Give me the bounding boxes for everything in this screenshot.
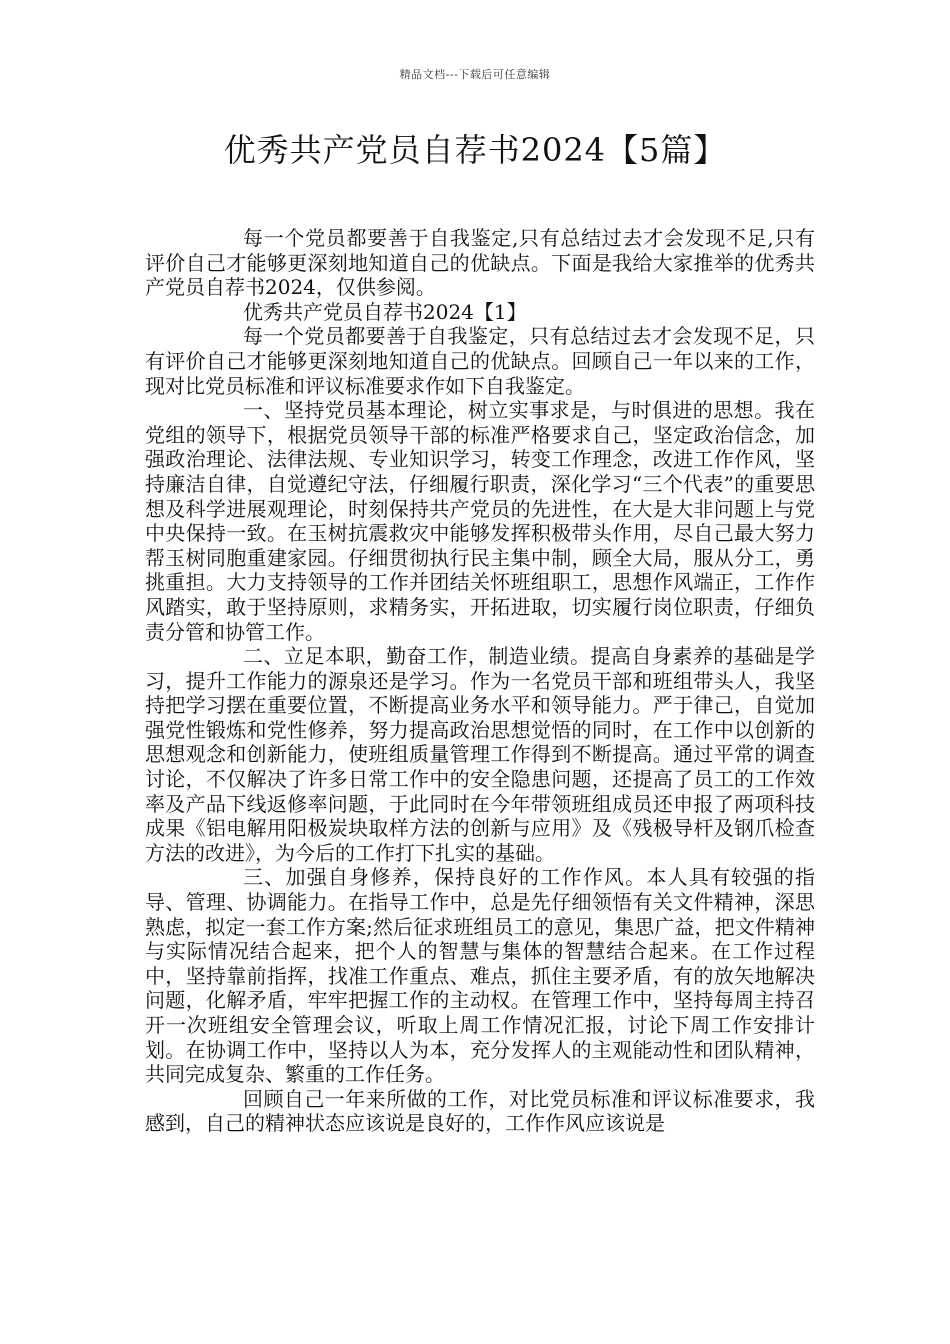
section-heading: 优秀共产党员自荐书2024【1】 bbox=[243, 299, 527, 324]
page-title: 优秀共产党员自荐书2024【5篇】 bbox=[223, 131, 727, 169]
document-body bbox=[145, 226, 815, 1136]
intro-paragraph: 每一个党员都要善于自我鉴定,只有总结过去才会发现不足,只有评价自己才能够更深刻地知道自己的优缺点。下面是我给大家推举的优秀共产党员自荐书2024，仅供参阅。 bbox=[145, 226, 815, 300]
body-paragraph: 一、坚持党员基本理论，树立实事求是，与时俱进的思想。我在党组的领导下，根据党员领导干部的标准严格要求自己，坚定政治信念，加强政治理论、法律法规、专业知识学习，转变工作理念，改进工作作风，坚持廉洁自律，自觉遵纪守法，仔细履行职责，深化学习“三个代表”的重要思想及科学进展观理论，时刻保持共产党员的先进性，在大是大非问题上与党中央保持一致。在玉树抗震救灾中能够发挥积极带头作用，尽自己最大努力帮玉树同胞重建家园。仔细贯彻执行民主集中制，顾全大局，服从分工，勇挑重担。大力支持领导的工作并团结关怀班组职工，思想作风端正，工作作风踏实，敢于坚持原则，求精务实，开拓进取，切实履行岗位职责，仔细负责分管和协管工作。 bbox=[145, 398, 815, 644]
body-paragraph: 每一个党员都要善于自我鉴定，只有总结过去才会发现不足，只有评价自己才能够更深刻地知道自己的优缺点。回顾自己一年以来的工作，现对比党员标准和评议标准要求作如下自我鉴定。 bbox=[145, 324, 815, 398]
body-paragraph: 二、立足本职，勤奋工作，制造业绩。提高自身素养的基础是学习，提升工作能力的源泉还是学习。作为一名党员干部和班组带头人，我坚持把学习摆在重要位置，不断提高业务水平和领导能力。严于律己，自觉加强党性锻炼和党性修养，努力提高政治思想觉悟的同时，在工作中以创新的思想观念和创新能力，使班组质量管理工作得到不断提高。通过平常的调查讨论，不仅解决了许多日常工作中的安全隐患问题，还提高了员工的工作效率及产品下线返修率问题，于此同时在今年带领班组成员还申报了两项科技成果《铝电解用阳极炭块取样方法的创新与应用》及《残极导杆及钢爪检查方法的改进》，为今后的工作打下扎实的基础。 bbox=[145, 644, 815, 865]
body-paragraph: 回顾自己一年来所做的工作，对比党员标准和评议标准要求，我感到，自己的精神状态应该说是良好的，工作作风应该说是 bbox=[145, 1086, 815, 1136]
header-note: 精品文档---下载后可任意编辑 bbox=[399, 68, 551, 81]
body-paragraph: 三、加强自身修养，保持良好的工作作风。本人具有较强的指导、管理、协调能力。在指导工作中，总是先仔细领悟有关文件精神，深思熟虑，拟定一套工作方案;然后征求班组员工的意见，集思广益，把文件精神与实际情况结合起来，把个人的智慧与集体的智慧结合起来。在工作过程中，坚持靠前指挥，找准工作重点、难点，抓住主要矛盾，有的放矢地解决问题，化解矛盾，牢牢把握工作的主动权。在管理工作中，坚持每周主持召开一次班组安全管理会议，听取上周工作情况汇报，讨论下周工作安排计划。在协调工作中，坚持以人为本，充分发挥人的主观能动性和团队精神，共同完成复杂、繁重的工作任务。 bbox=[145, 865, 815, 1087]
